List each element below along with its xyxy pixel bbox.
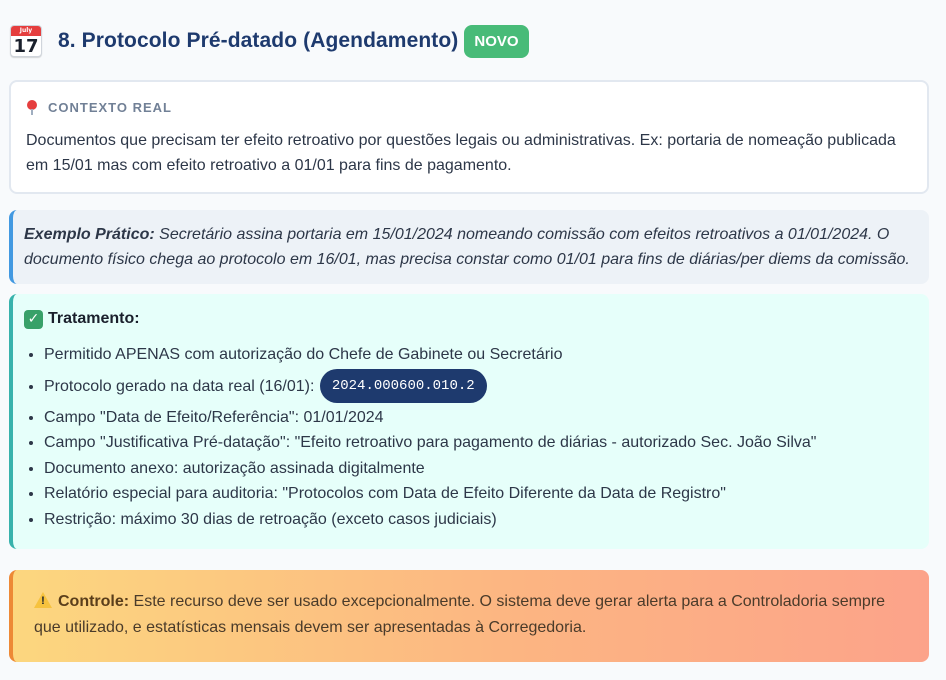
new-badge: NOVO [464,25,528,58]
context-label-row [26,99,912,115]
list-item [44,369,917,404]
treatment-list [24,342,917,532]
context-label: CONTEXTO REAL [48,99,172,115]
context-card [9,80,929,194]
list-item: • Campo "Justificativa Pré-datação": "Efeito retroativo para pagamento de diárias - autorizado Sec. João Silva" [44,430,917,456]
section-header [9,0,929,82]
warning-box [9,570,929,662]
calendar-icon [10,25,42,57]
protocol-code: 2024.000600.010.2 [320,369,487,403]
list-item: • Relatório especial para auditoria: "Protocolos com Data de Efeito Diferente da Data de Registro" [44,481,917,507]
list-item: • Restrição: máximo 30 dias de retroação (exceto casos judiciais) [44,507,917,533]
pin-icon [26,99,38,115]
treatment-box [9,294,929,549]
example-text: Secretário assina portaria em 15/01/2024 nomeando comissão com efeitos retroativos a 01/01/2024. O documento físico chega ao protocolo em 16/01, mas precisa constar como 01/01 para fins de diárias/per diems da comissão. [24,226,910,268]
warning-icon: ! [34,592,52,608]
treatment-title-row [24,308,917,330]
treatment-title: Tratamento: [48,310,140,327]
warning-label: Controle: [58,593,130,610]
list-item: • Campo "Data de Efeito/Referência": 01/01/2024 [44,405,917,431]
list-item: • Permitido APENAS com autorização do Chefe de Gabinete ou Secretário [44,342,917,368]
calendar-day: 17 [13,36,39,57]
section-title: 8. Protocolo Pré-datado (Agendamento) [58,29,459,52]
warning-text: Este recurso deve ser usado excepcionalmente. O sistema deve gerar alerta para a Controladoria sempre que utilizado, e estatísticas mensais devem ser apresentadas à Corregedoria. [34,593,886,636]
example-label: Exemplo Prático: [24,226,155,243]
list-item-text: Protocolo gerado na data real (16/01): [44,377,319,395]
example-box [9,210,929,284]
calendar-month: July [11,26,41,36]
context-text: Documentos que precisam ter efeito retroativo por questões legais ou administrativas. Ex: portaria de nomeação publicada em 15/01 mas com efeito retroativo a 01/01 para fins de pagamento. [26,132,896,174]
list-item: • Documento anexo: autorização assinada digitalmente [44,456,917,482]
check-icon: ✓ [24,310,43,329]
